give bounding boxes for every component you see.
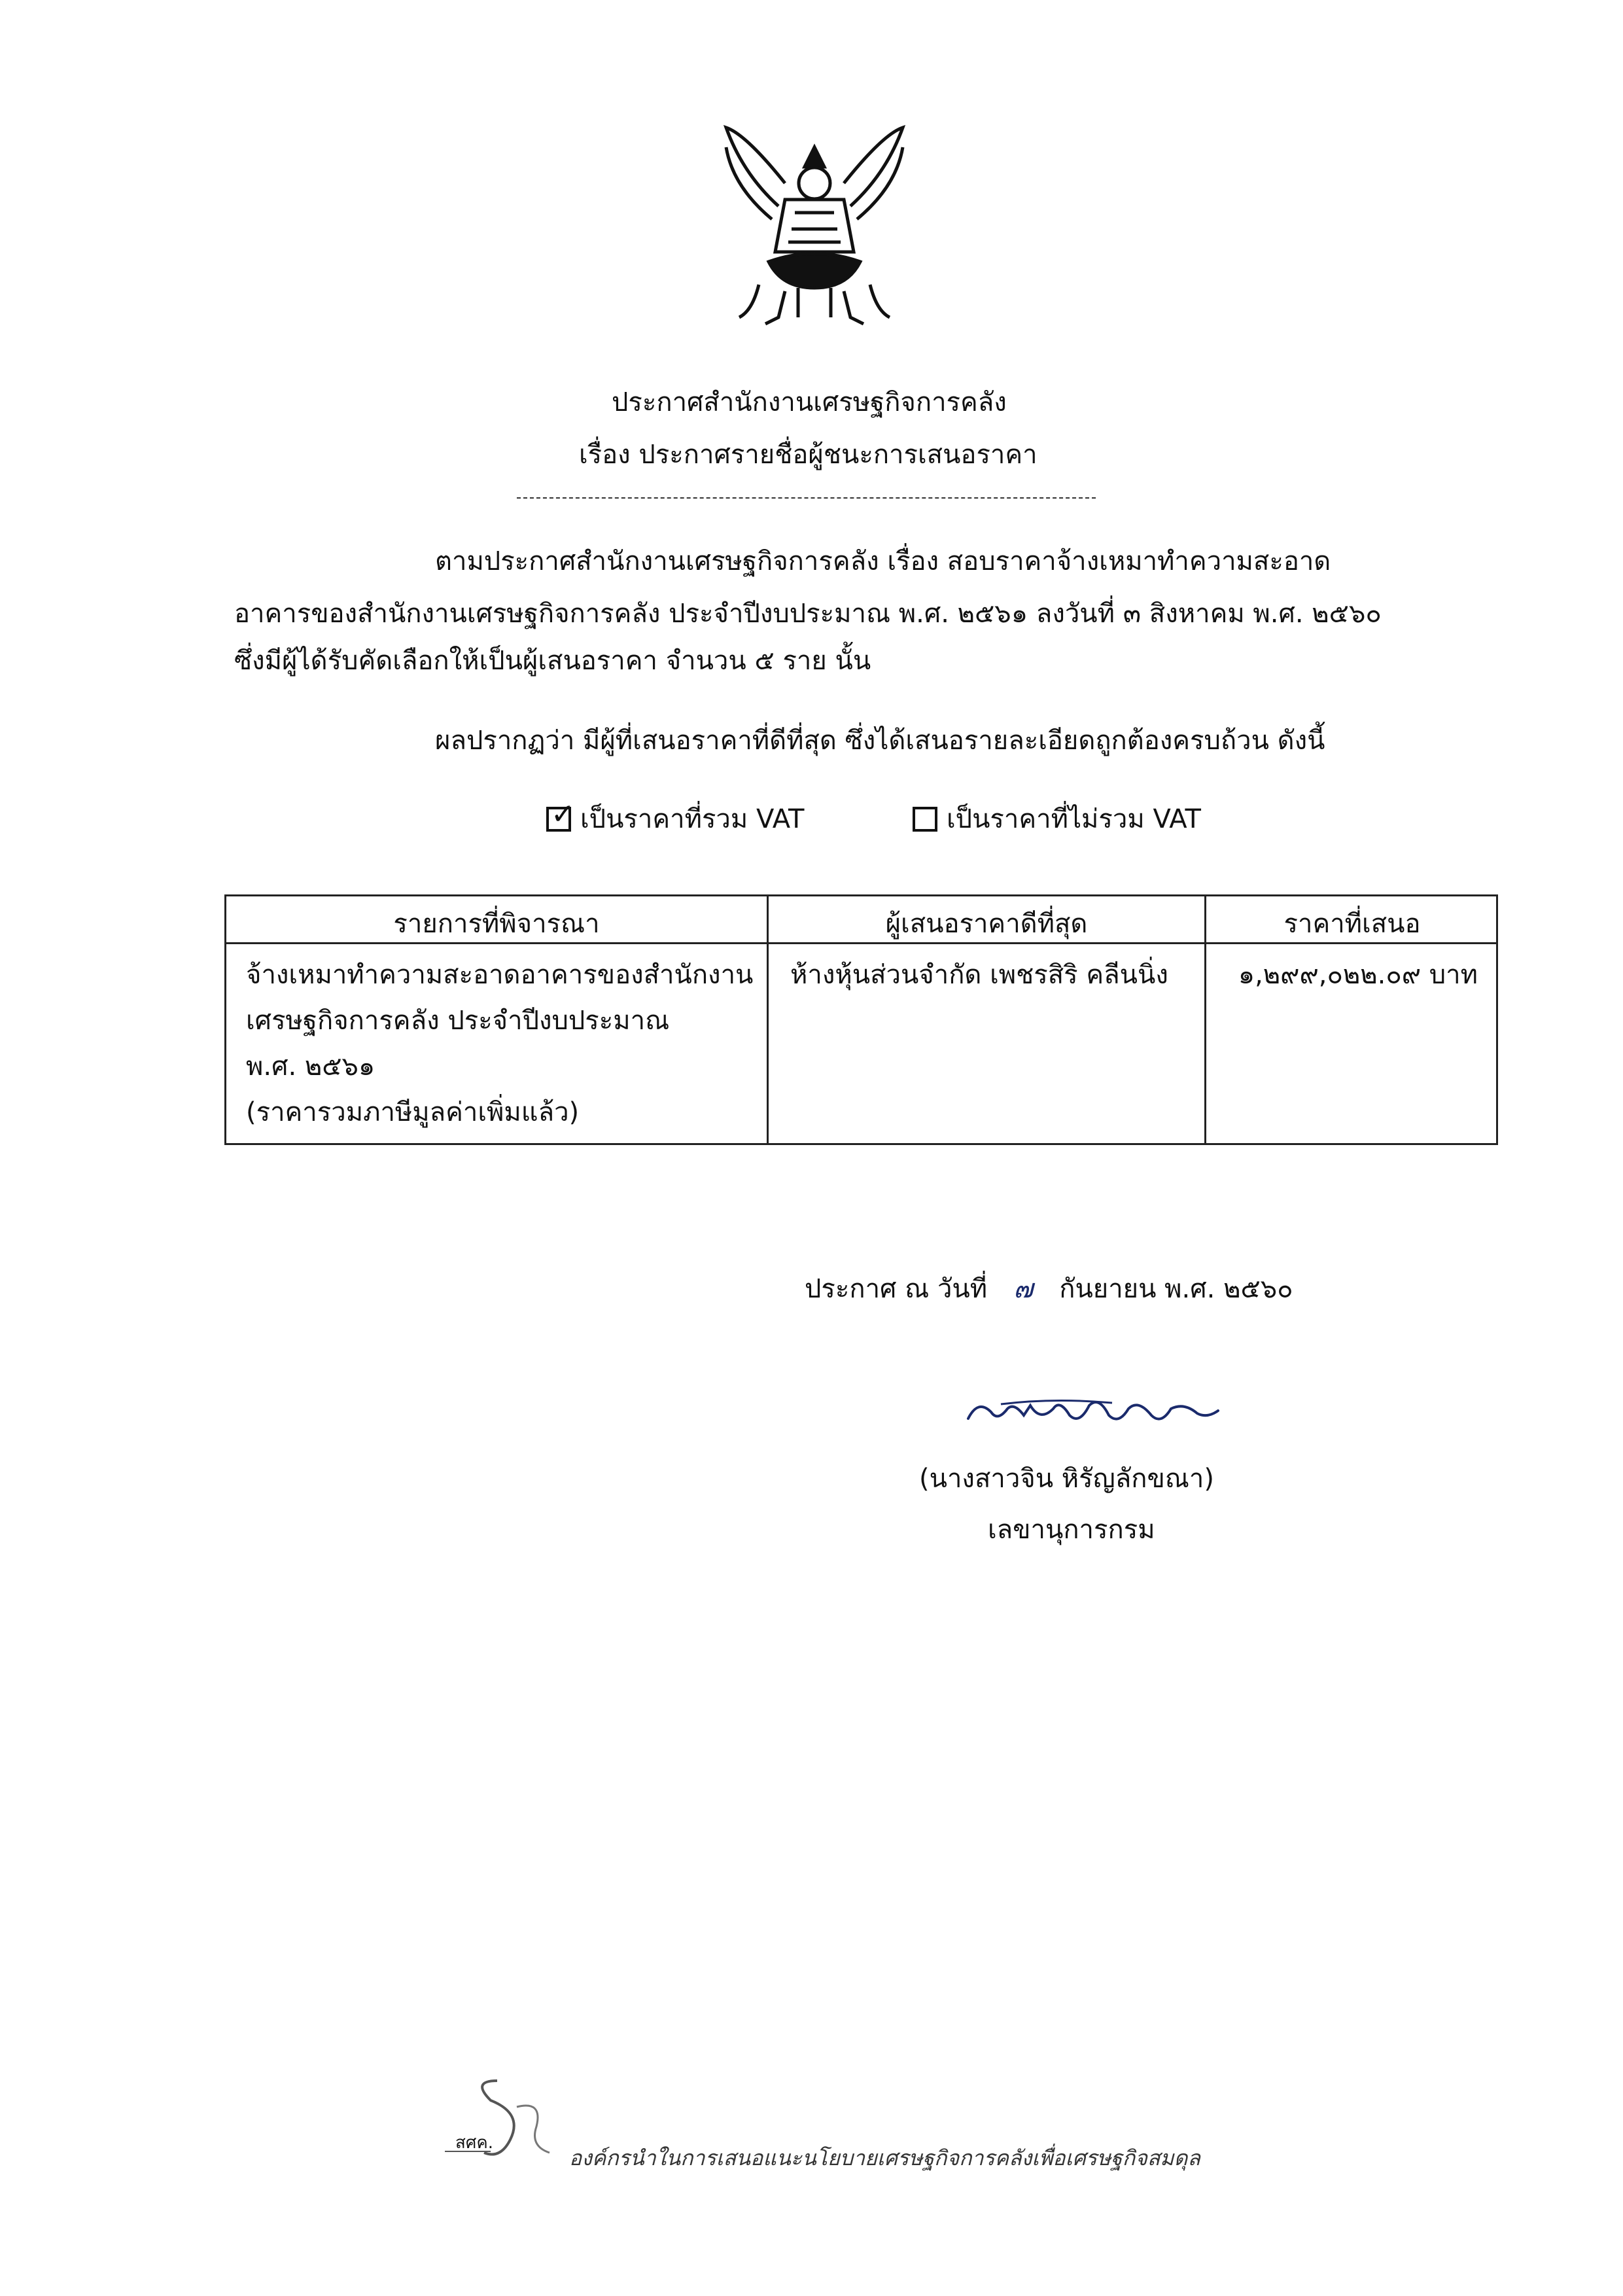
best-bidder: ห้างหุ้นส่วนจำกัด เพชรสิริ คลีนนิ่ง [790, 960, 1168, 990]
paragraph1-line1: ตามประกาศสำนักงานเศรษฐกิจการคลัง เรื่อง สอบราคาจ้างเหมาทำความสะอาด [435, 546, 1331, 576]
title-separator [517, 497, 1096, 499]
date-month-year: กันยายน พ.ศ. ๒๕๖๐ [1059, 1274, 1293, 1304]
table-header-price: ราคาที่เสนอ [1283, 909, 1421, 939]
announcement-subject: เรื่อง ประกาศรายชื่อผู้ชนะการเสนอราคา [579, 440, 1038, 470]
result-table [224, 894, 1498, 1145]
paragraph1-line3: ซึ่งมีผู้ได้รับคัดเลือกให้เป็นผู้เสนอราคา จำนวน ๕ ราย นั้น [234, 646, 871, 676]
footer-abbreviation: สศค. [455, 2133, 494, 2153]
announcement-date [805, 1276, 1293, 1302]
signatory-position: เลขานุการกรม [988, 1515, 1155, 1545]
footer-slogan: องค์กรนำในการเสนอแนะนโยบายเศรษฐกิจการคลังเพื่อเศรษฐกิจสมดุล [569, 2146, 1200, 2170]
header-divider [226, 942, 1496, 944]
vat-included-checkbox[interactable] [546, 798, 575, 832]
handwritten-signature [962, 1386, 1223, 1432]
item-line-1: จ้างเหมาทำความสะอาดอาคารของสำนักงาน [246, 960, 754, 990]
item-line-3: พ.ศ. ๒๕๖๑ [246, 1051, 375, 1082]
vat-excluded-checkbox[interactable] [913, 807, 937, 832]
vat-excluded-label: เป็นราคาที่ไม่รวม VAT [947, 804, 1201, 834]
paragraph2: ผลปรากฏว่า มีผู้ที่เสนอราคาที่ดีที่สุด ซึ่งได้เสนอรายละเอียดถูกต้องครบถ้วน ดังนี้ [435, 726, 1325, 756]
garuda-emblem-icon [707, 121, 922, 337]
item-line-4: (ราคารวมภาษีมูลค่าเพิ่มแล้ว) [246, 1097, 580, 1127]
vat-included-option[interactable] [546, 798, 805, 834]
paragraph1-line2: อาคารของสำนักงานเศรษฐกิจการคลัง ประจำปีงบประมาณ พ.ศ. ๒๕๖๑ ลงวันที่ ๓ สิงหาคม พ.ศ. ๒๕๖๐ [234, 599, 1382, 629]
table-header-bidder: ผู้เสนอราคาดีที่สุด [885, 909, 1088, 939]
vat-included-label: เป็นราคาที่รวม VAT [580, 804, 805, 834]
table-header-item: รายการที่พิจารณา [393, 909, 600, 939]
date-day-handwritten: ๗ [1013, 1274, 1034, 1304]
item-line-2: เศรษฐกิจการคลัง ประจำปีงบประมาณ [246, 1006, 670, 1036]
date-prefix: ประกาศ ณ วันที่ [805, 1274, 988, 1304]
announcement-title: ประกาศสำนักงานเศรษฐกิจการคลัง [612, 387, 1007, 417]
signatory-name: (นางสาวจิน หิรัญลักขณา) [919, 1464, 1214, 1494]
offered-price: ๑,๒๙๙,๐๒๒.๐๙ บาท [1238, 960, 1478, 990]
checkmark-icon: ✓ [551, 798, 575, 831]
vat-excluded-option[interactable] [913, 806, 1201, 832]
